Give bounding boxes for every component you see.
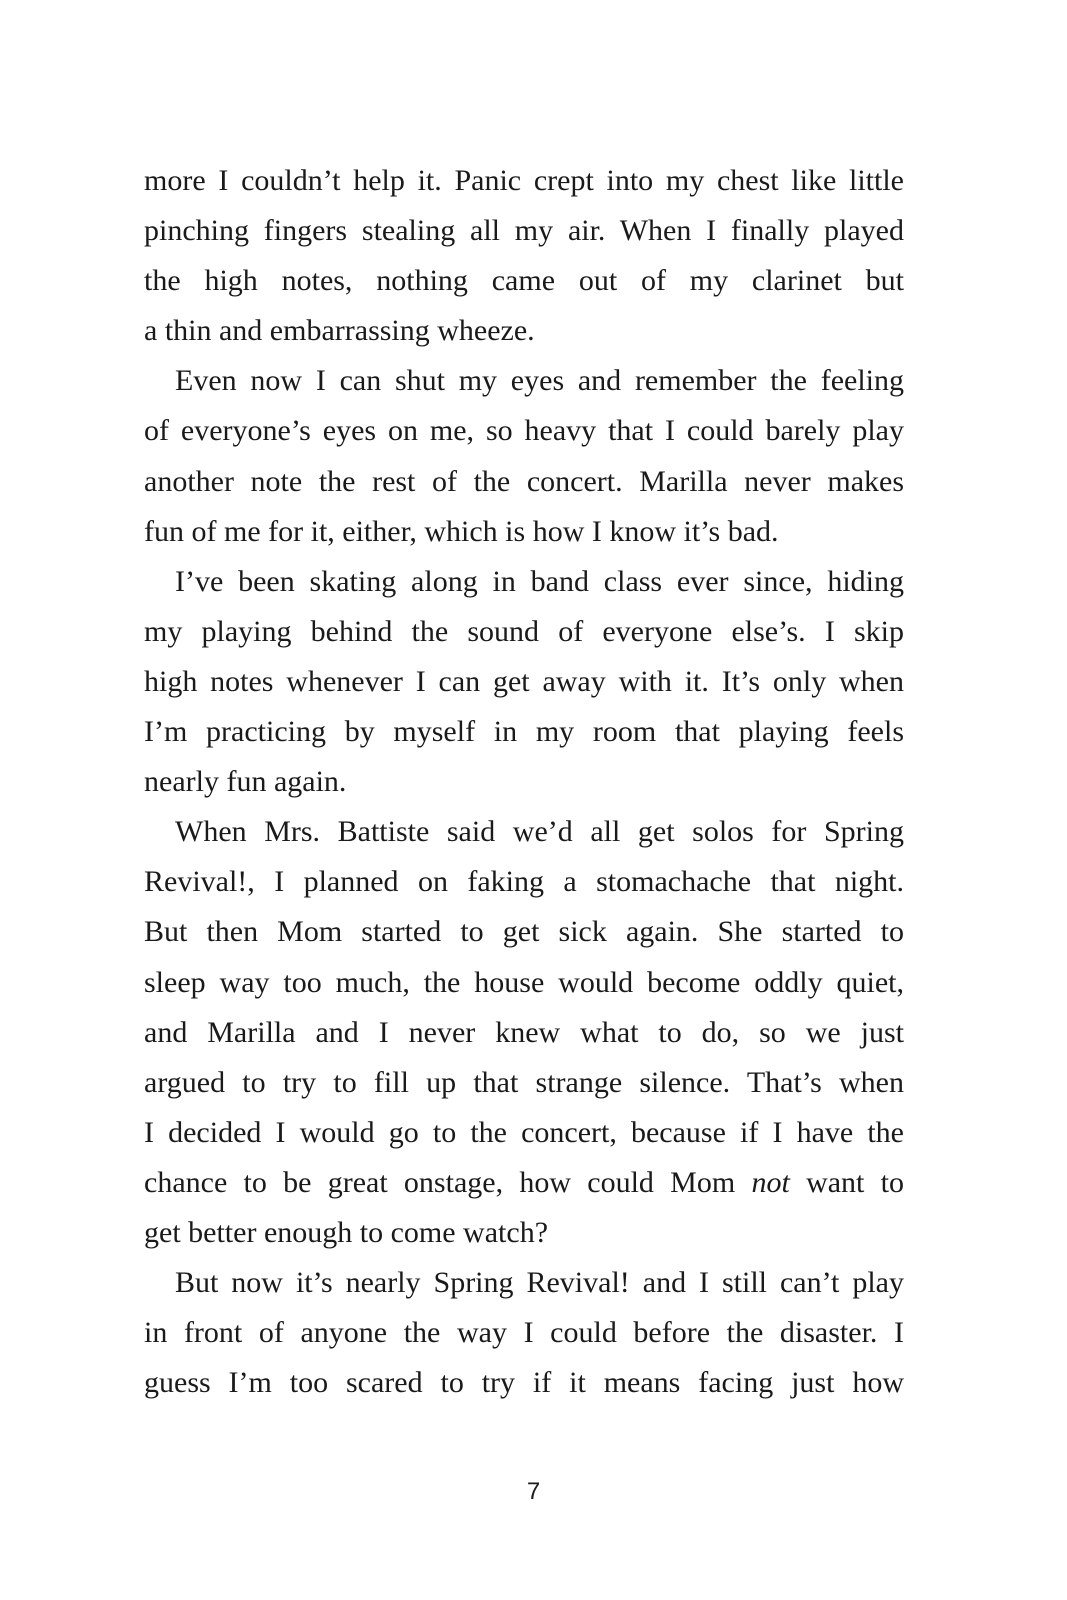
page-number: 7 (526, 1478, 541, 1505)
text-line: But now it’s nearly Spring Revival! and I still can’t play (175, 1266, 904, 1300)
text-line: fun of me for it, either, which is how I know it’s bad. (144, 514, 779, 548)
text-line: a thin and embarrassing wheeze. (144, 314, 535, 348)
text-line: sleep way too much, the house would become oddly quiet, (144, 965, 904, 999)
text-line: high notes whenever I can get away with it. It’s only when (144, 664, 904, 698)
text-line: argued to try to fill up that strange silence. That’s when (144, 1065, 904, 1099)
text-line: more I couldn’t help it. Panic crept into my chest like little (144, 164, 904, 197)
text-line: pinching fingers stealing all my air. When I finally played (144, 214, 904, 248)
text-line: another note the rest of the concert. Marilla never makes (144, 464, 904, 498)
text-line: I’m practicing by myself in my room that playing feels (144, 715, 904, 749)
text-line: get better enough to come watch? (144, 1215, 549, 1249)
text-line (144, 1158, 904, 1208)
text-line: of everyone’s eyes on me, so heavy that I could barely play (144, 414, 904, 448)
text-line: guess I’m too scared to try if it means facing just how (144, 1366, 904, 1400)
text-line: Revival!, I planned on faking a stomachache that night. (144, 865, 904, 899)
text-line: When Mrs. Battiste said we’d all get solos for Spring (175, 815, 904, 849)
paragraph (144, 1258, 904, 1408)
text-line: I decided I would go to the concert, because if I have the (144, 1115, 904, 1149)
text-line: Even now I can shut my eyes and remember the feeling (175, 364, 904, 398)
body-text (144, 156, 904, 1408)
text-line: the high notes, nothing came out of my clarinet but (144, 264, 904, 298)
paragraph (144, 356, 904, 556)
text-line: I’ve been skating along in band class ever since, hiding (175, 564, 904, 598)
text-line: and Marilla and I never knew what to do, so we just (144, 1015, 904, 1049)
text-line: nearly fun again. (144, 765, 347, 799)
text-line: in front of anyone the way I could before the disaster. I (144, 1316, 904, 1350)
text-line: my playing behind the sound of everyone else’s. I skip (144, 614, 904, 648)
text-segment: want to (789, 1165, 904, 1199)
paragraph (144, 557, 904, 807)
paragraph (144, 156, 904, 356)
emphasized-word: not (751, 1165, 790, 1199)
paragraph (144, 807, 904, 1258)
text-line: But then Mom started to get sick again. She started to (144, 915, 904, 949)
text-segment: chance to be great onstage, how could Mom (144, 1165, 752, 1199)
